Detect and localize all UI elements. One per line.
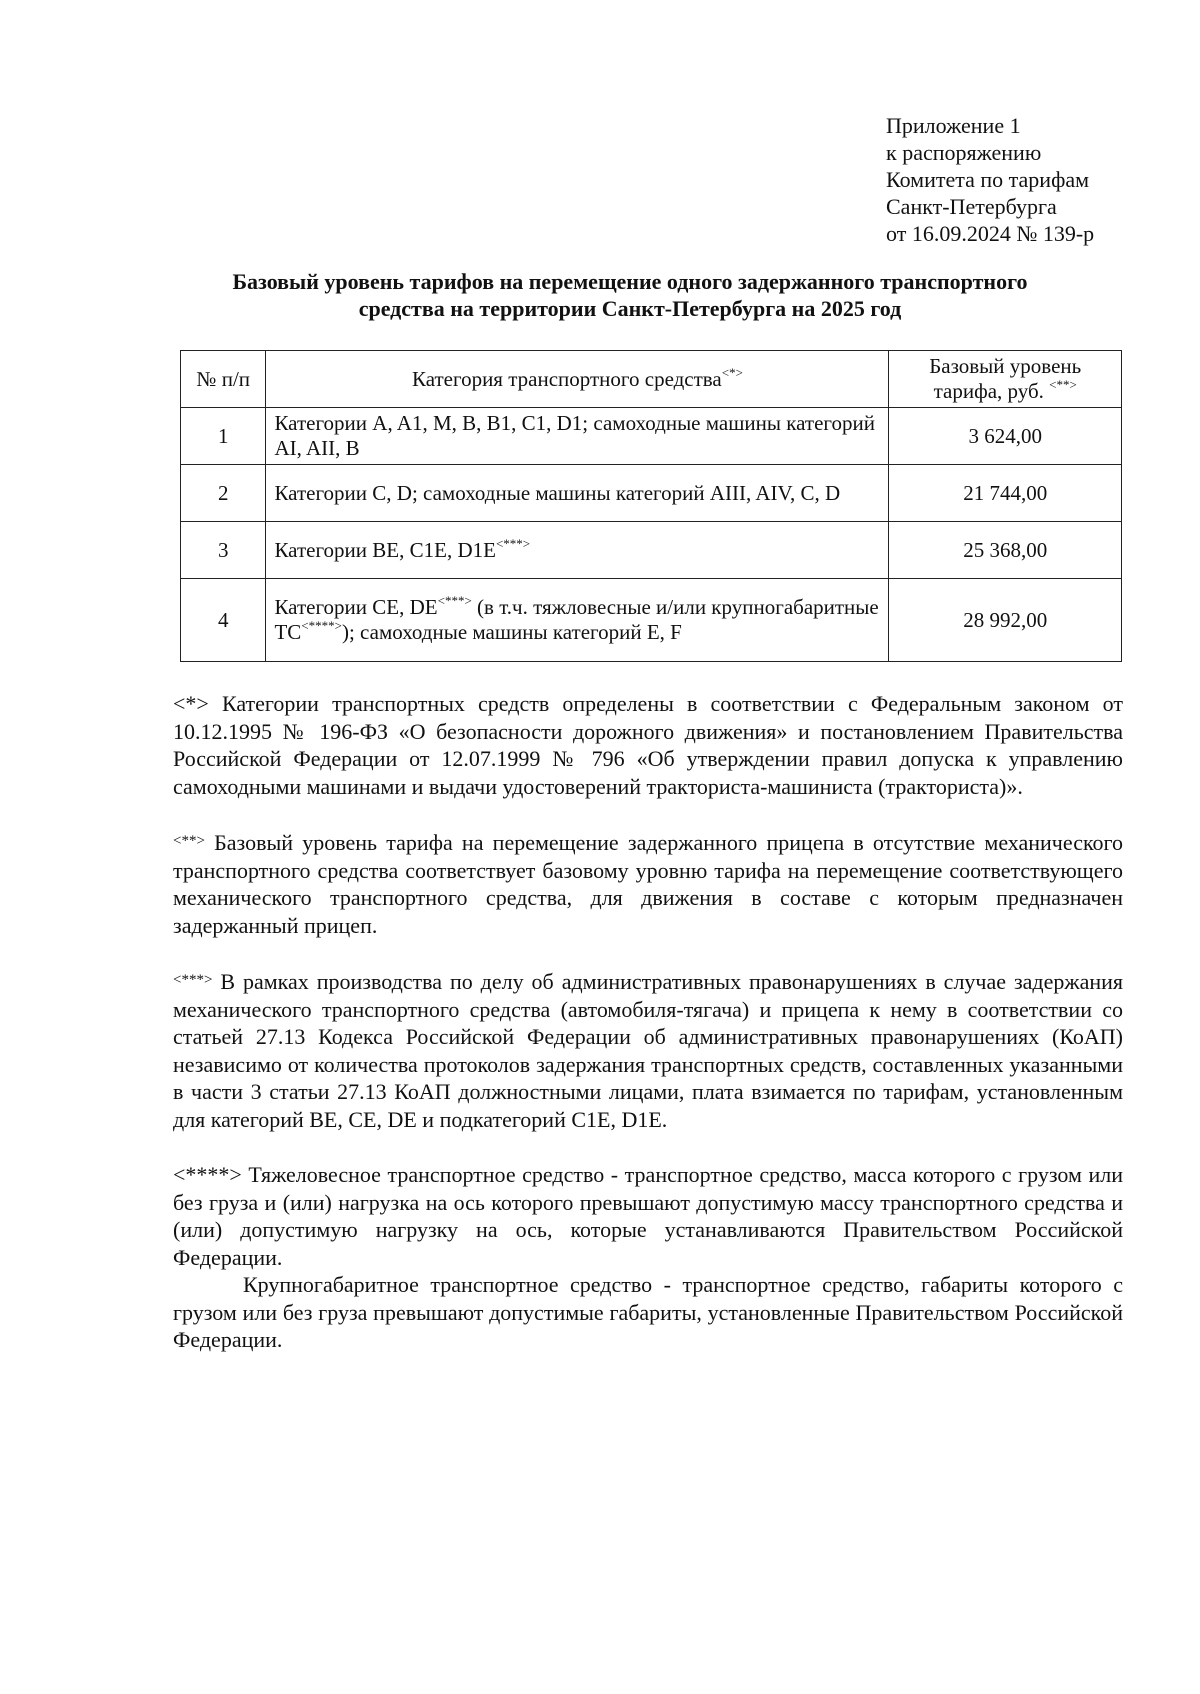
footnote-3-mark: <***> xyxy=(173,972,213,988)
table-header-row xyxy=(181,351,1122,408)
appendix-line-4: Санкт-Петербурга xyxy=(886,194,1057,219)
appendix-line-3: Комитета по тарифам xyxy=(886,167,1090,192)
footnotes xyxy=(173,690,1123,1382)
row-category-text: Категории BE, C1E, D1E xyxy=(274,537,496,562)
tariff-table xyxy=(180,350,1122,662)
row-num: 3 xyxy=(181,522,266,579)
header-price-text: Базовый уровень тарифа, руб. xyxy=(929,354,1082,403)
row-category-footnote-mark: <****> xyxy=(301,618,342,633)
header-category xyxy=(266,351,889,408)
footnote-2-text: Базовый уровень тарифа на перемещение задержанного прицепа в отсутствие механического транспортного средства соответствует базовому уровню тарифа на перемещение соответствующего механического транспортного средства, для движения в составе с которым предназначен задержанный прицеп. xyxy=(173,830,1123,938)
footnote-4-mark: <****> xyxy=(173,1162,242,1187)
row-category: Категории C, D; самоходные машины категорий AIII, AIV, C, D xyxy=(266,465,889,522)
header-price-footnote-mark: <**> xyxy=(1049,377,1077,392)
footnote-4-text: Тяжеловесное транспортное средство - транспортное средство, масса которого с грузом или без груза и (или) нагрузка на ось которого превышают допустимую массу транспортного средства и (или) допустимую нагрузку на ось, которые устанавливаются Правительством Российской Федерации. xyxy=(173,1162,1124,1270)
header-category-footnote-mark: <*> xyxy=(721,364,743,380)
row-category-text-b: (в т.ч. тяжловесные и/или крупногабаритные ТС xyxy=(274,595,879,644)
footnote-1-text: Категории транспортных средств определены в соответствии с Федеральным законом от 10.12.1995 № 196-ФЗ «О безопасности дорожного движения» и постановлением Правительства Российской Федерации от 12.07.1999 № 796 «Об утверждении правил допуска к управлению самоходными машинами и выдачи удостоверений тракториста-машиниста (тракториста)». xyxy=(173,691,1124,799)
appendix-line-2: к распоряжению xyxy=(886,140,1042,165)
table-row xyxy=(181,408,1122,465)
row-category-footnote-mark: <***> xyxy=(495,535,531,551)
footnote-4 xyxy=(173,1161,1123,1271)
footnote-1-mark: <*> xyxy=(173,691,209,716)
title-line-1: Базовый уровень тарифов на перемещение одного задержанного транспортного xyxy=(232,269,1028,294)
footnote-2-mark: <**> xyxy=(173,833,205,849)
row-category xyxy=(266,522,889,579)
appendix-line-1: Приложение 1 xyxy=(886,113,1021,138)
header-price xyxy=(889,351,1122,408)
table-row xyxy=(181,579,1122,662)
appendix-line-5: от 16.09.2024 № 139-р xyxy=(886,221,1095,246)
row-num: 1 xyxy=(181,408,266,465)
header-num-text: № п/п xyxy=(196,366,251,391)
row-category-footnote-mark: <***> xyxy=(437,593,472,608)
row-price: 3 624,00 xyxy=(889,408,1122,465)
footnote-2 xyxy=(173,828,1123,939)
footnote-3-text: В рамках производства по делу об административных правонарушениях в случае задержания механического транспортного средства (автомобиля-тягача) и прицепа к нему в соответствии со статьей 27.13 Кодекса Российской Федерации об административных правонарушениях (КоАП) независимо от количества протоколов задержания транспортных средств, составленных указанными в части 3 статьи 27.13 КоАП должностными лицами, плата взимается по тарифам, установленным для категорий BE, CE, DE и подкатегорий C1E, D1E. xyxy=(173,969,1124,1132)
header-num xyxy=(181,351,266,408)
row-price: 28 992,00 xyxy=(889,579,1122,662)
row-category-text-c: ); самоходные машины категорий E, F xyxy=(341,620,682,644)
table-row xyxy=(181,465,1122,522)
footnote-4-continuation: Крупногабаритное транспортное средство - транспортное средство, габариты которого с грузом или без груза превышают допустимые габариты, установленные Правительством Российской Федерации. xyxy=(173,1272,1123,1352)
title-line-2: средства на территории Санкт-Петербурга на 2025 год xyxy=(358,296,902,321)
document-title xyxy=(170,268,1090,322)
table-row xyxy=(181,522,1122,579)
header-category-text: Категория транспортного средства xyxy=(411,366,722,391)
footnote-1 xyxy=(173,690,1123,800)
row-price: 25 368,00 xyxy=(889,522,1122,579)
footnote-3 xyxy=(173,967,1123,1133)
row-category xyxy=(266,579,889,662)
row-category-text-a: Категории CE, DE xyxy=(274,595,438,619)
row-category: Категории A, A1, M, B, B1, C1, D1; самоходные машины категорий AI, AII, B xyxy=(266,408,889,465)
row-price: 21 744,00 xyxy=(889,465,1122,522)
row-num: 4 xyxy=(181,579,266,662)
appendix-reference xyxy=(886,112,1094,247)
row-num: 2 xyxy=(181,465,266,522)
